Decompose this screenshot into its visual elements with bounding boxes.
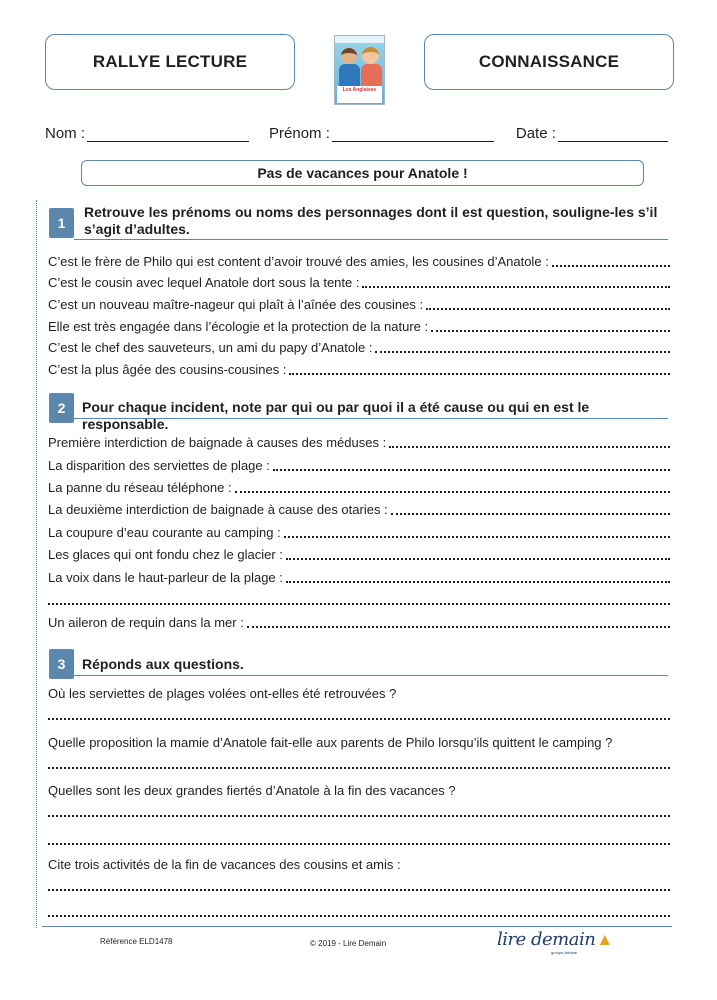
s3-question-3 <box>48 781 670 799</box>
s1-question-6-text: C’est la plus âgée des cousins-cousines : <box>48 362 287 377</box>
answer-dots <box>362 286 670 288</box>
s2-question-8-text: Un aileron de requin dans la mer : <box>48 615 244 630</box>
s2-question-1[interactable] <box>48 433 670 451</box>
answer-dots <box>247 626 670 628</box>
section-1-title: Retrouve les prénoms ou noms des personnages dont il est question, souligne-les s’il s’agit d’adultes. <box>84 204 658 237</box>
book-cover-image <box>334 35 385 105</box>
book-title-box <box>81 160 644 186</box>
header-rallye-lecture <box>45 34 295 90</box>
s2-question-5-text: La coupure d’eau courante au camping : <box>48 525 281 540</box>
section-2-number: 2 <box>49 393 74 423</box>
s2-question-4[interactable] <box>48 500 670 518</box>
s3-question-2 <box>48 733 670 751</box>
section-3-number: 3 <box>49 649 74 679</box>
answer-dots <box>273 469 670 471</box>
s3-answer-line-3a[interactable] <box>48 815 670 817</box>
footer-copyright: © 2019 - Lire Demain <box>310 939 387 948</box>
answer-dots <box>235 491 670 493</box>
s2-question-4-text: La deuxième interdiction de baignade à cause des otaries : <box>48 502 388 517</box>
header-connaissance <box>424 34 674 90</box>
s3-answer-line-2[interactable] <box>48 767 670 769</box>
section-2-title: Pour chaque incident, note par qui ou par quoi il a été cause ou qui en est le responsable. <box>82 399 590 432</box>
s1-question-3[interactable] <box>48 295 670 313</box>
answer-dots <box>391 513 670 515</box>
section-2-underline <box>74 418 668 419</box>
s3-question-3-text: Quelles sont les deux grandes fiertés d’Anatole à la fin des vacances ? <box>48 783 456 798</box>
s2-question-2[interactable] <box>48 456 670 474</box>
footer-reference: Référence ELD1478 <box>100 937 173 946</box>
answer-dots <box>48 603 670 605</box>
answer-dots <box>431 330 670 332</box>
open-book-icon: ▲ <box>596 930 614 949</box>
s1-question-6[interactable] <box>48 360 670 378</box>
s2-question-1-text: Première interdiction de baignade à causes des méduses : <box>48 435 387 450</box>
s2-question-5[interactable] <box>48 523 670 541</box>
section-1-number: 1 <box>49 208 74 238</box>
nom-field[interactable] <box>87 124 249 142</box>
lire-demain-logo <box>497 929 614 955</box>
s3-answer-line-4b[interactable] <box>48 915 670 917</box>
nom-label: Nom : <box>45 125 86 142</box>
answer-dots <box>426 308 670 310</box>
answer-dots <box>286 558 670 560</box>
s1-question-2-text: C’est le cousin avec lequel Anatole dort sous la tente : <box>48 275 360 290</box>
cover-kid-face-1 <box>341 48 357 64</box>
s3-question-1-text: Où les serviettes de plages volées ont-elles été retrouvées ? <box>48 686 397 701</box>
s1-question-1-text: C’est le frère de Philo qui est content d’avoir trouvé des amies, les cousines d’Anatole : <box>48 254 549 269</box>
s1-question-5[interactable] <box>48 338 670 356</box>
s1-question-3-text: C’est un nouveau maître-nageur qui plaît à l’aînée des cousines : <box>48 297 424 312</box>
cover-kid-body-1 <box>339 64 360 86</box>
s2-question-3-text: La panne du réseau téléphone : <box>48 480 232 495</box>
date-label: Date : <box>515 125 556 142</box>
section-1-underline <box>74 239 668 240</box>
s3-answer-line-1[interactable] <box>48 718 670 720</box>
s2-question-2-text: La disparition des serviettes de plage : <box>48 458 270 473</box>
cover-title: Les Anglaises <box>337 86 382 103</box>
s1-question-1[interactable] <box>48 252 670 270</box>
cover-top-strip <box>335 36 384 43</box>
cover-kid-body-2 <box>361 64 382 86</box>
answer-dots <box>552 265 670 267</box>
answer-dots <box>389 446 670 448</box>
left-dotted-margin <box>36 200 37 928</box>
answer-dots <box>286 581 670 583</box>
book-title: Pas de vacances pour Anatole ! <box>257 165 468 181</box>
s3-question-2-text: Quelle proposition la mamie d’Anatole fait-elle aux parents de Philo lorsqu’ils quittent le camping ? <box>48 735 613 750</box>
student-info-row <box>45 118 670 142</box>
s2-question-8[interactable] <box>48 613 670 631</box>
s3-question-4-text: Cite trois activités de la fin de vacances des cousins et amis : <box>48 857 401 872</box>
s3-answer-line-4a[interactable] <box>48 889 670 891</box>
cover-kid-face-2 <box>362 47 379 64</box>
header-right-label: CONNAISSANCE <box>478 52 620 71</box>
s2-question-7-text: La voix dans le haut-parleur de la plage : <box>48 570 283 585</box>
footer-divider <box>42 926 672 927</box>
s2-question-6-text: Les glaces qui ont fondu chez le glacier : <box>48 547 283 562</box>
s2-question-7[interactable] <box>48 568 670 586</box>
s2-question-3[interactable] <box>48 478 670 496</box>
s1-question-5-text: C’est le chef des sauveteurs, un ami du papy d’Anatole : <box>48 340 373 355</box>
answer-dots <box>284 536 670 538</box>
logo-subtext: groupe Arkane <box>551 950 578 955</box>
s3-question-4 <box>48 855 670 873</box>
s1-question-4[interactable] <box>48 317 670 335</box>
prenom-field[interactable] <box>332 124 494 142</box>
s2-question-6[interactable] <box>48 545 670 563</box>
s3-answer-line-3b[interactable] <box>48 843 670 845</box>
answer-dots <box>375 351 670 353</box>
section-3-underline <box>74 675 668 676</box>
s1-question-4-text: Elle est très engagée dans l’écologie et la protection de la nature : <box>48 319 429 334</box>
prenom-label: Prénom : <box>269 125 330 142</box>
s1-question-2[interactable] <box>48 273 670 291</box>
header-left-label: RALLYE LECTURE <box>92 52 248 71</box>
date-field[interactable] <box>558 124 668 142</box>
s3-question-1 <box>48 684 670 702</box>
s2-question-7-continuation[interactable] <box>48 590 670 608</box>
section-3-title: Réponds aux questions. <box>82 656 244 672</box>
logo-text: lire demain <box>497 929 596 950</box>
answer-dots <box>289 373 670 375</box>
